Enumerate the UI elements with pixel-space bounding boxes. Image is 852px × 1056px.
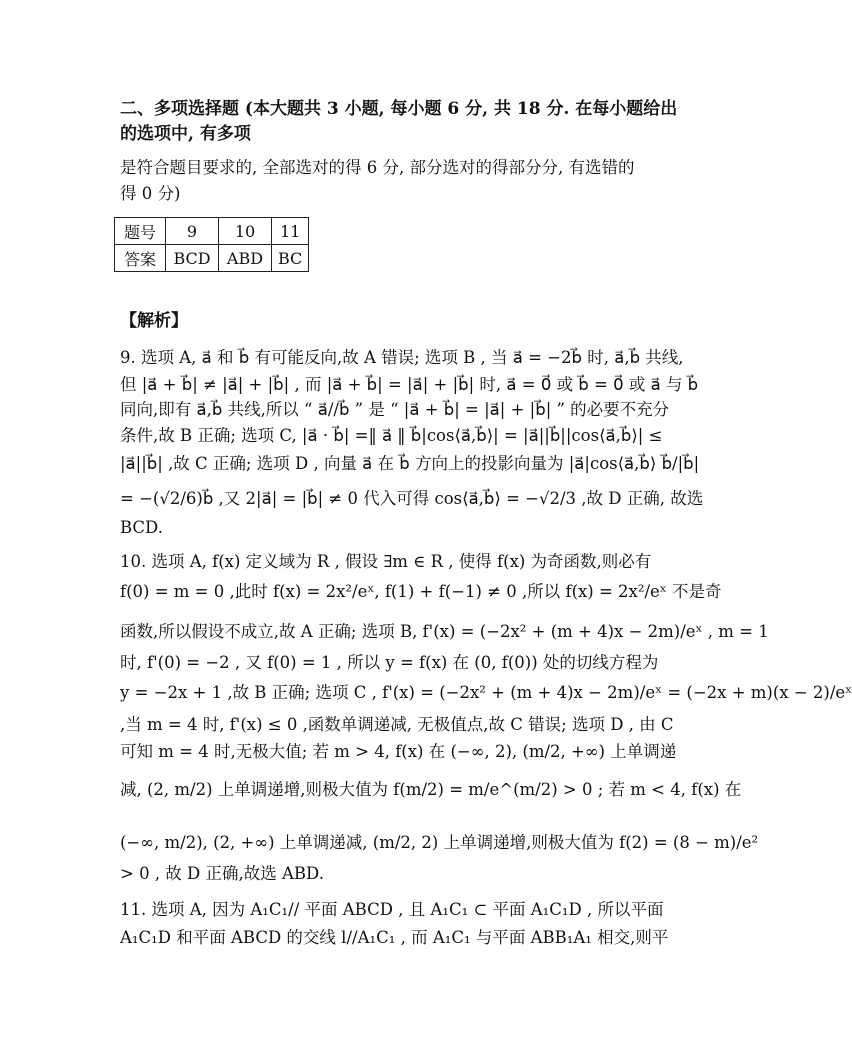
table-row-answers (115, 245, 309, 272)
solution-line: y = −2x + 1 ,故 B 正确; 选项 C , f'(x) = (−2x² + (m + 4)x − 2m)/eˣ = (−2x + m)(x − 2)/eˣ (120, 683, 852, 702)
solution-line: A₁C₁D 和平面 ABCD 的交线 l//A₁C₁ , 而 A₁C₁ 与平面 ABB₁A₁ 相交,则平 (120, 928, 669, 947)
solution-line: 减, (2, m/2) 上单调递增,则极大值为 f(m/2) = m/e^(m/2) > 0 ; 若 m < 4, f(x) 在 (120, 780, 742, 799)
analysis-title: 【解析】 (120, 311, 188, 331)
solution-line: 9. 选项 A, a⃗ 和 b⃗ 有可能反向,故 A 错误; 选项 B , 当 a⃗ = −2b⃗ 时, a⃗,b⃗ 共线, (120, 348, 684, 367)
answer-cell: BCD (166, 245, 219, 272)
question-number: 10 (219, 218, 272, 245)
row-header-number: 题号 (115, 218, 166, 245)
section-heading-line-1: 二、多项选择题 (本大题共 3 小题, 每小题 6 分, 共 18 分. 在每小题给出 (120, 99, 678, 119)
question-number: 11 (272, 218, 309, 245)
answer-cell: BC (272, 245, 309, 272)
solution-line: |a⃗||b⃗| ,故 C 正确; 选项 D , 向量 a⃗ 在 b⃗ 方向上的投影向量为 |a⃗|cos⟨a⃗,b⃗⟩ b⃗/|b⃗| (120, 454, 700, 473)
section-heading-line-2: 的选项中, 有多项 (120, 124, 251, 144)
table-row-numbers (115, 218, 309, 245)
solution-line: > 0 , 故 D 正确,故选 ABD. (120, 864, 324, 883)
solution-line: 10. 选项 A, f(x) 定义域为 R , 假设 ∃m ∈ R , 使得 f(x) 为奇函数,则必有 (120, 552, 652, 571)
solution-line: f(0) = m = 0 ,此时 f(x) = 2x²/eˣ, f(1) + f(−1) ≠ 0 ,所以 f(x) = 2x²/eˣ 不是奇 (120, 582, 722, 601)
solution-line: 时, f'(0) = −2 , 又 f(0) = 1 , 所以 y = f(x) 在 (0, f(0)) 处的切线方程为 (120, 653, 659, 672)
answer-cell: ABD (219, 245, 272, 272)
instruction-line-2: 得 0 分) (120, 184, 181, 203)
instruction-line-1: 是符合题目要求的, 全部选对的得 6 分, 部分选对的得部分分, 有选错的 (120, 158, 635, 177)
solution-line: 可知 m = 4 时,无极大值; 若 m > 4, f(x) 在 (−∞, 2), (m/2, +∞) 上单调递 (120, 742, 677, 761)
solution-line: BCD. (120, 518, 163, 537)
row-header-answer: 答案 (115, 245, 166, 272)
solution-line: ,当 m = 4 时, f'(x) ≤ 0 ,函数单调递减, 无极值点,故 C 错误; 选项 D , 由 C (120, 715, 674, 734)
solution-line: 11. 选项 A, 因为 A₁C₁// 平面 ABCD , 且 A₁C₁ ⊂ 平面 A₁C₁D , 所以平面 (120, 900, 664, 919)
solution-line: 同向,即有 a⃗,b⃗ 共线,所以 “ a⃗//b⃗ ” 是 “ |a⃗ + b⃗| = |a⃗| + |b⃗| ” 的必要不充分 (120, 400, 670, 419)
solution-line: 但 |a⃗ + b⃗| ≠ |a⃗| + |b⃗| , 而 |a⃗ + b⃗| = |a⃗| + |b⃗| 时, a⃗ = 0⃗ 或 b⃗ = 0⃗ 或 a⃗ 与 b⃗ (120, 375, 699, 394)
solution-line: = −(√2/6)b⃗ ,又 2|a⃗| = |b⃗| ≠ 0 代入可得 cos⟨a⃗,b⃗⟩ = −√2/3 ,故 D 正确, 故选 (120, 489, 704, 508)
question-number: 9 (166, 218, 219, 245)
solution-line: 条件,故 B 正确; 选项 C, |a⃗ · b⃗| =‖ a⃗ ‖ b⃗|cos⟨a⃗,b⃗⟩| = |a⃗||b⃗||cos⟨a⃗,b⃗⟩| ≤ (120, 426, 663, 445)
solution-line: 函数,所以假设不成立,故 A 正确; 选项 B, f'(x) = (−2x² + (m + 4)x − 2m)/eˣ , m = 1 (120, 622, 769, 641)
solution-line: (−∞, m/2), (2, +∞) 上单调递减, (m/2, 2) 上单调递增,则极大值为 f(2) = (8 − m)/e² (120, 833, 759, 852)
answer-table (114, 217, 309, 272)
